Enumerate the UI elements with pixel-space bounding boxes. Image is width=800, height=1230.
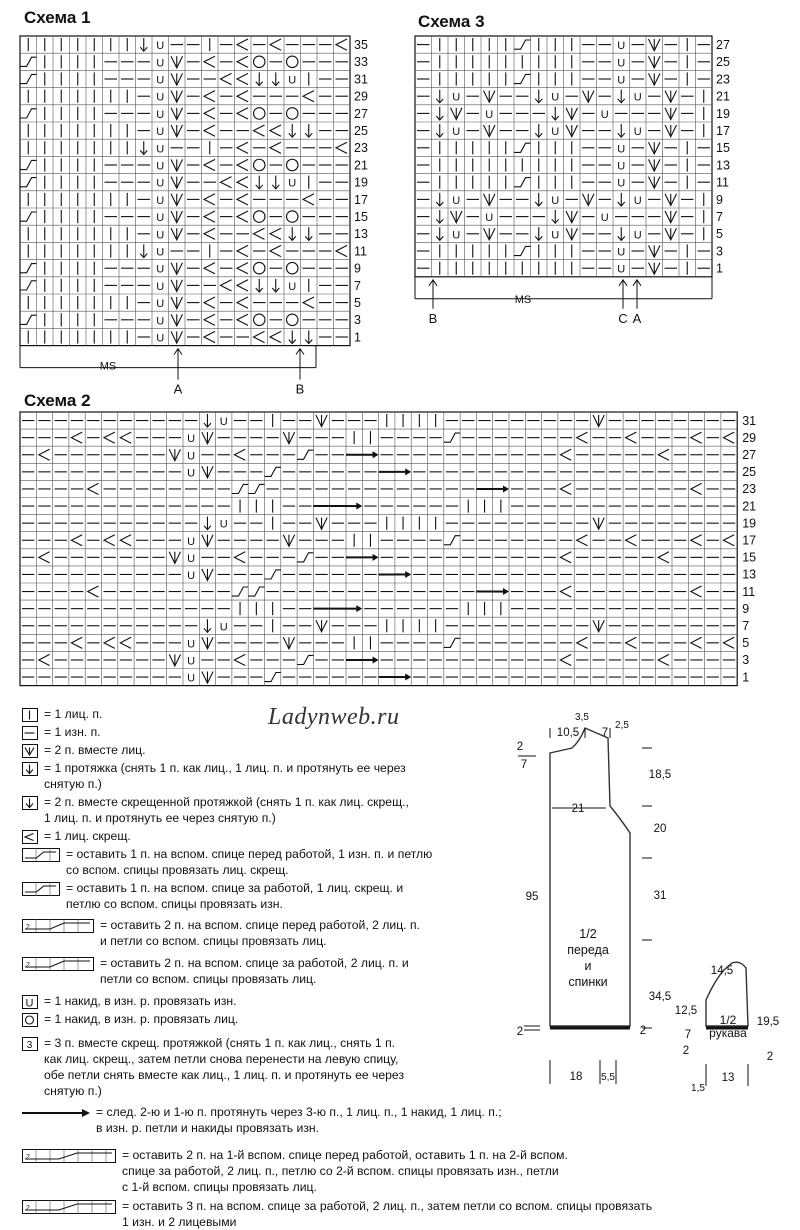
legend-symbol-sk2p-tbl: [22, 796, 38, 810]
yo-stitch: U: [156, 212, 165, 225]
yo-stitch: U: [156, 108, 165, 121]
legend-symbol-cable-2-1: [22, 1149, 116, 1163]
legend-symbol-ktbl: [22, 830, 38, 844]
yo-stitch: U: [156, 160, 165, 173]
row-number: 11: [354, 244, 367, 259]
yo-stitch: U: [219, 416, 228, 429]
yo-stitch: U: [452, 194, 461, 207]
legend-description: = оставить 2 п. на 1-й вспом. спице перед работой, оставить 1 п. на 2-й вспом. спице за работой, 2 лиц. п., петлю со 2-й вспом. спицы провязать изн., петли с 1-й вспом. спицы провязать лиц.: [122, 1148, 568, 1194]
yo-stitch: U: [617, 74, 626, 87]
row-number: 9: [354, 261, 361, 276]
yo-stitch: U: [633, 194, 642, 207]
yo-stitch: U: [600, 108, 609, 121]
yo-stitch: U: [617, 143, 626, 156]
yo-stitch: U: [187, 552, 196, 565]
yo-stitch: U: [187, 569, 196, 582]
yo-stitch: U: [187, 672, 196, 685]
row-number: 1: [742, 670, 750, 685]
dimension-label: 14,5: [710, 965, 734, 977]
row-number: 15: [354, 210, 368, 224]
legend-description: = 2 п. вместе лиц.: [44, 743, 146, 757]
yo-stitch: U: [156, 143, 165, 156]
legend-description: = 1 лиц. скрещ.: [44, 829, 131, 843]
yo-stitch: U: [156, 332, 165, 345]
row-number: 25: [354, 124, 368, 138]
dimension-label: 7: [601, 727, 609, 739]
legend-symbol-yo-purl: [22, 995, 38, 1009]
row-number: 21: [742, 499, 757, 514]
row-number: 15: [716, 141, 730, 156]
row-number: 1: [354, 330, 361, 345]
body-label: 1/2: [579, 927, 597, 941]
size-schematic: [510, 708, 800, 1098]
yo-stitch: U: [452, 91, 461, 104]
scheme2-chart: [20, 412, 795, 697]
yo-stitch: U: [633, 91, 642, 104]
row-number: 11: [742, 584, 756, 599]
legend-description: = 1 изн. п.: [44, 725, 101, 739]
row-number: 31: [354, 72, 368, 87]
row-number: 17: [716, 124, 730, 138]
dimension-label: 21: [571, 803, 585, 815]
row-number: 21: [716, 89, 730, 104]
marker-b-label: B: [428, 310, 438, 326]
legend-description: = 1 накид, в изн. р. провязать изн.: [44, 994, 237, 1008]
legend-item: [22, 1035, 404, 1099]
yo-stitch: U: [551, 126, 560, 139]
row-number: 13: [354, 227, 368, 242]
yo-stitch: U: [551, 229, 560, 242]
yo-stitch: U: [617, 177, 626, 190]
legend-item: [22, 917, 420, 949]
row-number: 23: [742, 482, 757, 497]
scheme1-chart: [20, 36, 380, 397]
row-number: 1: [716, 261, 723, 276]
legend-item: [22, 1198, 652, 1230]
dimension-label: 7: [520, 759, 528, 771]
yo-stitch: U: [156, 298, 165, 311]
dimension-label: 31: [653, 890, 667, 902]
row-number: 25: [742, 465, 757, 480]
yo-stitch: U: [156, 57, 165, 70]
legend-symbol-cable-front-1: [22, 848, 60, 862]
row-number: 27: [354, 106, 368, 121]
dimension-label: 2: [639, 1025, 647, 1037]
scheme3-chart: [415, 36, 790, 326]
yo-stitch: U: [617, 160, 626, 173]
dimension-label: 95: [525, 891, 539, 903]
legend-item: [22, 828, 131, 844]
yo-stitch: U: [288, 177, 297, 190]
arrow-head: [82, 1109, 90, 1117]
dimension-label: 2,5: [615, 720, 629, 731]
row-number: 17: [742, 533, 757, 548]
dimension-label: 2: [682, 1045, 690, 1057]
dimension-label: 2: [516, 741, 524, 753]
row-number: 15: [742, 550, 757, 565]
yo-stitch: U: [187, 450, 196, 463]
row-number: 11: [716, 175, 729, 190]
row-number: 3: [716, 244, 723, 259]
row-number: 31: [742, 413, 757, 428]
legend-item: [22, 880, 403, 912]
row-number: 7: [354, 278, 361, 293]
legend-symbol-purl: [22, 726, 38, 740]
yo-stitch: U: [187, 535, 196, 548]
row-number: 21: [354, 158, 368, 173]
sleeve-label: 1/2: [719, 1013, 737, 1027]
dimension-label: 2: [766, 1051, 774, 1063]
yo-stitch: U: [187, 655, 196, 668]
yo-stitch: U: [617, 40, 626, 53]
yo-stitch: U: [187, 433, 196, 446]
watermark-text: Ladynweb.ru: [268, 704, 400, 730]
legend-description: = 3 п. вместе скрещ. протяжкой (снять 1 п. как лиц., снять 1 п. как лиц. скрещ., затем петли снова перенести на левую спицу, обе петли снять вместе как лиц., 1 лиц. п. и протянуть ее через снятую п.): [44, 1036, 405, 1098]
yo-stitch: U: [485, 108, 494, 121]
legend-description: = 1 лиц. п.: [44, 707, 103, 721]
ms-label: MS: [514, 293, 532, 306]
row-number: 3: [354, 313, 361, 328]
yo-stitch: U: [156, 177, 165, 190]
yo-stitch: U: [452, 126, 461, 139]
marker-a-label: A: [173, 381, 183, 397]
row-number: 9: [716, 192, 723, 207]
row-number: 25: [716, 55, 730, 70]
yo-stitch: U: [187, 467, 196, 480]
yo-stitch: U: [219, 518, 228, 531]
legend-description: = оставить 1 п. на вспом. спице за работой, 1 лиц. скрещ. и петлю со вспом. спицы провязать изн.: [66, 881, 404, 911]
body-label: спинки: [568, 975, 608, 989]
row-number: 9: [742, 601, 750, 616]
sleeve-label: рукава: [709, 1026, 747, 1040]
row-number: 5: [716, 227, 723, 242]
row-number: 13: [716, 158, 730, 173]
yo-stitch: U: [156, 40, 165, 53]
yo-stitch: U: [551, 91, 560, 104]
legend-symbol-cable-front-2: [22, 919, 94, 933]
row-number: 23: [354, 141, 368, 156]
yo-stitch: U: [452, 229, 461, 242]
row-number: 19: [716, 106, 730, 121]
marker-b-label: B: [295, 381, 305, 397]
row-number: 23: [716, 72, 730, 87]
row-number: 19: [742, 516, 757, 531]
yo-stitch: U: [156, 74, 165, 87]
legend-description: = оставить 2 п. на вспом. спице за работой, 2 лиц. п. и петли со вспом. спицы провязать лиц.: [100, 956, 409, 986]
legend-item: [22, 760, 406, 792]
yo-stitch: U: [156, 126, 165, 139]
dimension-label: 10,5: [556, 727, 580, 739]
yo-stitch: U: [633, 126, 642, 139]
yo-stitch: U: [156, 246, 165, 259]
row-number: 29: [742, 430, 757, 445]
cable-count: 2: [26, 961, 30, 969]
row-number: 19: [354, 175, 368, 190]
dimension-label: 2: [516, 1026, 524, 1038]
row-number: 29: [354, 89, 368, 104]
row-number: 35: [354, 38, 368, 52]
dimension-label: 18,5: [648, 769, 672, 781]
yo-stitch: U: [617, 246, 626, 259]
yo-stitch: U: [617, 57, 626, 70]
scheme3-title: Схема 3: [418, 12, 485, 31]
yo-stitch: U: [156, 194, 165, 207]
row-number: 13: [742, 567, 757, 582]
cable-count: 2: [26, 1204, 30, 1212]
scheme1-title: Схема 1: [24, 8, 91, 27]
yo-stitch: U: [288, 74, 297, 87]
legend-item: [22, 1147, 568, 1195]
legend-item: [22, 846, 432, 878]
cable-count: 2: [26, 923, 30, 931]
row-number: 7: [716, 210, 723, 224]
legend-symbol-cable-3-2: [22, 1200, 116, 1214]
legend-symbol-arrow: [22, 1107, 90, 1119]
marker-a-label: A: [632, 310, 642, 326]
scheme2-title: Схема 2: [24, 391, 91, 410]
yo-stitch: U: [633, 229, 642, 242]
legend-description: = оставить 2 п. на вспом. спице перед работой, 2 лиц. п. и петли со вспом. спицы провязать лиц.: [100, 918, 420, 948]
dimension-label: 18: [569, 1071, 583, 1083]
row-number: 7: [742, 619, 750, 633]
legend-symbol-three-tog: [22, 1037, 38, 1051]
yo-stitch: U: [156, 263, 165, 276]
dimension-label: 3,5: [575, 712, 589, 723]
row-number: 27: [742, 448, 757, 462]
legend-description: = оставить 3 п. на вспом. спице за работой, 2 лиц. п., затем петли со вспом. спицы провязать 1 изн. и 2 лицевыми: [122, 1199, 653, 1229]
dimension-label: 19,5: [756, 1016, 780, 1028]
legend-symbol-knit: [22, 708, 38, 722]
legend-description: = 2 п. вместе скрещенной протяжкой (снять 1 п. как лиц. скрещ., 1 лиц. п. и протянуть ее через снятую п.): [44, 795, 409, 825]
row-number: 33: [354, 55, 368, 70]
legend-description: = оставить 1 п. на вспом. спице перед работой, 1 изн. п. и петлю со вспом. спицы провязать лиц. скрещ.: [66, 847, 433, 877]
legend-symbol-yo-knit: [22, 1013, 38, 1027]
ms-label: MS: [99, 360, 117, 373]
yo-stitch: U: [156, 315, 165, 328]
body-label: переда: [567, 943, 609, 957]
legend-item: [22, 724, 101, 740]
row-number: 17: [354, 192, 368, 207]
row-number: 3: [742, 653, 750, 668]
legend-symbol-sk2p: [22, 762, 38, 776]
legend-description: = след. 2-ю и 1-ю п. протянуть через 3-ю п., 1 лиц. п., 1 накид, 1 лиц. п.; в изн. р. петли и накиды провязать изн.: [96, 1105, 502, 1135]
yo-stitch: U: [617, 263, 626, 276]
yo-stitch: U: [485, 212, 494, 225]
legend-item: [22, 1011, 238, 1027]
legend-item: [22, 955, 409, 987]
legend-item: [22, 742, 146, 758]
dimension-label: 12,5: [674, 1005, 698, 1017]
dimension-label: 34,5: [648, 991, 672, 1003]
yo-stitch: U: [25, 997, 34, 1009]
yo-stitch: U: [600, 212, 609, 225]
legend-item: [22, 706, 102, 722]
legend-item: [22, 1104, 502, 1136]
legend-symbol-cable-back-2: [22, 957, 94, 971]
legend-item: [22, 794, 409, 826]
dimension-label: 1,5: [691, 1083, 705, 1094]
dimension-label: 5,5: [601, 1072, 615, 1083]
yo-stitch: U: [156, 229, 165, 242]
yo-stitch: U: [156, 280, 165, 293]
body-label: и: [584, 959, 592, 973]
yo-stitch: U: [288, 280, 297, 293]
cable-count: 2: [26, 1153, 30, 1161]
dimension-label: 20: [653, 823, 667, 835]
marker-c-label: C: [618, 310, 628, 326]
legend-symbol-k2tog: [22, 744, 38, 758]
legend-symbol-cable-back-1: [22, 882, 60, 896]
yo-stitch: U: [551, 194, 560, 207]
three-tog-glyph: 3: [26, 1039, 33, 1051]
dimension-label: 13: [721, 1072, 735, 1084]
yo-stitch: U: [156, 91, 165, 104]
row-number: 27: [716, 38, 730, 52]
row-number: 5: [742, 636, 750, 651]
yo-stitch: U: [187, 638, 196, 651]
legend-item: [22, 993, 237, 1009]
legend-description: = 1 накид, в изн. р. провязать лиц.: [44, 1012, 239, 1026]
row-number: 5: [354, 296, 361, 310]
legend-description: = 1 протяжка (снять 1 п. как лиц., 1 лиц. п. и протянуть ее через снятую п.): [44, 761, 406, 791]
dimension-label: 7: [684, 1029, 692, 1041]
yo-stitch: U: [219, 621, 228, 634]
